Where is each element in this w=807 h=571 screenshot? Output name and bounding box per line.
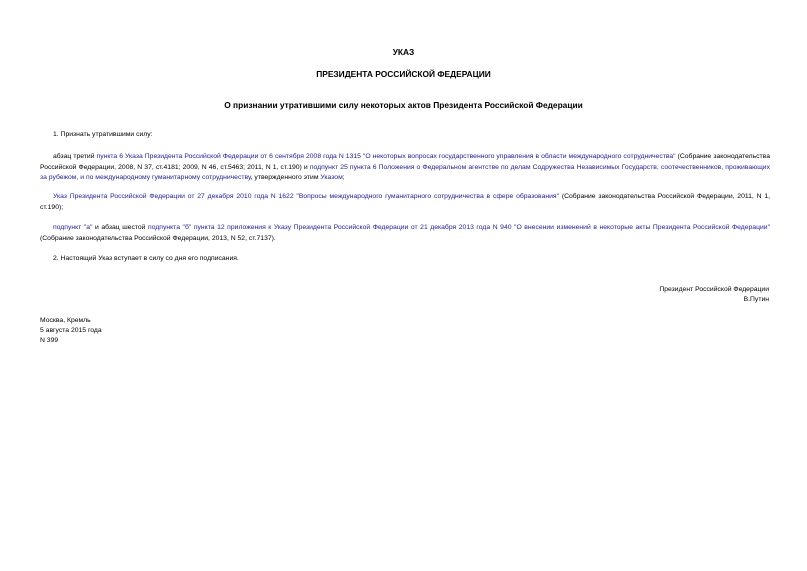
signing-date: 5 августа 2015 года	[40, 327, 102, 334]
paragraph-a-text-3: , утвержденного этим	[250, 174, 321, 181]
item-1-text: 1. Признать утратившими силу:	[53, 131, 153, 138]
link-decree[interactable]: Указом	[320, 174, 343, 181]
paragraph-a-text-1: абзац третий	[53, 153, 97, 160]
paragraph-a	[40, 152, 770, 184]
link-subitem-25[interactable]: подпункт 25 пункта 6 Положения о Федеральном агентстве по делам Содружества Независимых Государств, соотечественников, проживающих за рубежом, и по международному гуманитарному сотрудничеству	[40, 163, 771, 181]
issuer-heading: ПРЕЗИДЕНТА РОССИЙСКОЙ ФЕДЕРАЦИИ	[316, 69, 491, 79]
paragraph-a-text-2: (Собрание законодательства Российской Федерации, 2008, N 37, ст.4181; 2009, N 46, ст.5463; 2011, N 1, ст.190) и	[40, 153, 770, 171]
item-2-text: 2. Настоящий Указ вступает в силу со дня его подписания.	[53, 255, 239, 262]
paragraph-b	[40, 192, 770, 213]
link-decree-940[interactable]: подпункта "б" пункта 12 приложения к Указу Президента Российской Федерации от 21 декабря 2013 года N 940 "О внесении изменений в некоторые акты Президента Российской Федерации"	[148, 224, 770, 231]
paragraph-c-text-2: (Собрание законодательства Российской Федерации, 2013, N 52, ст.7137).	[40, 234, 276, 242]
decree-number: N 399	[40, 337, 59, 344]
link-subitem-a[interactable]: подпункт "а"	[53, 224, 93, 231]
paragraph-c-text-1: и абзац шестой	[92, 224, 149, 231]
signature-name: В.Путин	[743, 296, 769, 303]
paragraph-a-text-4: ;	[342, 174, 345, 181]
document-title: О признании утратившими силу некоторых актов Президента Российской Федерации	[224, 100, 583, 110]
paragraph-c	[40, 223, 770, 244]
signing-place: Москва, Кремль	[40, 317, 91, 324]
link-decree-1622[interactable]: Указ Президента Российской Федерации от 27 декабря 2010 года N 1622 "Вопросы международного гуманитарного сотрудничества в сфере образования"	[53, 193, 560, 200]
doc-type-heading: УКАЗ	[392, 47, 415, 57]
paragraph-b-text-1: (Собрание законодательства Российской Федерации, 2011, N 1, ст.190);	[40, 193, 770, 211]
link-decree-1315[interactable]: пункта 6 Указа Президента Российской Федерации от 6 сентября 2008 года N 1315 "О некоторых вопросах государственного управления в области международного сотрудничества"	[96, 153, 676, 160]
signature-position: Президент Российской Федерации	[659, 286, 769, 293]
